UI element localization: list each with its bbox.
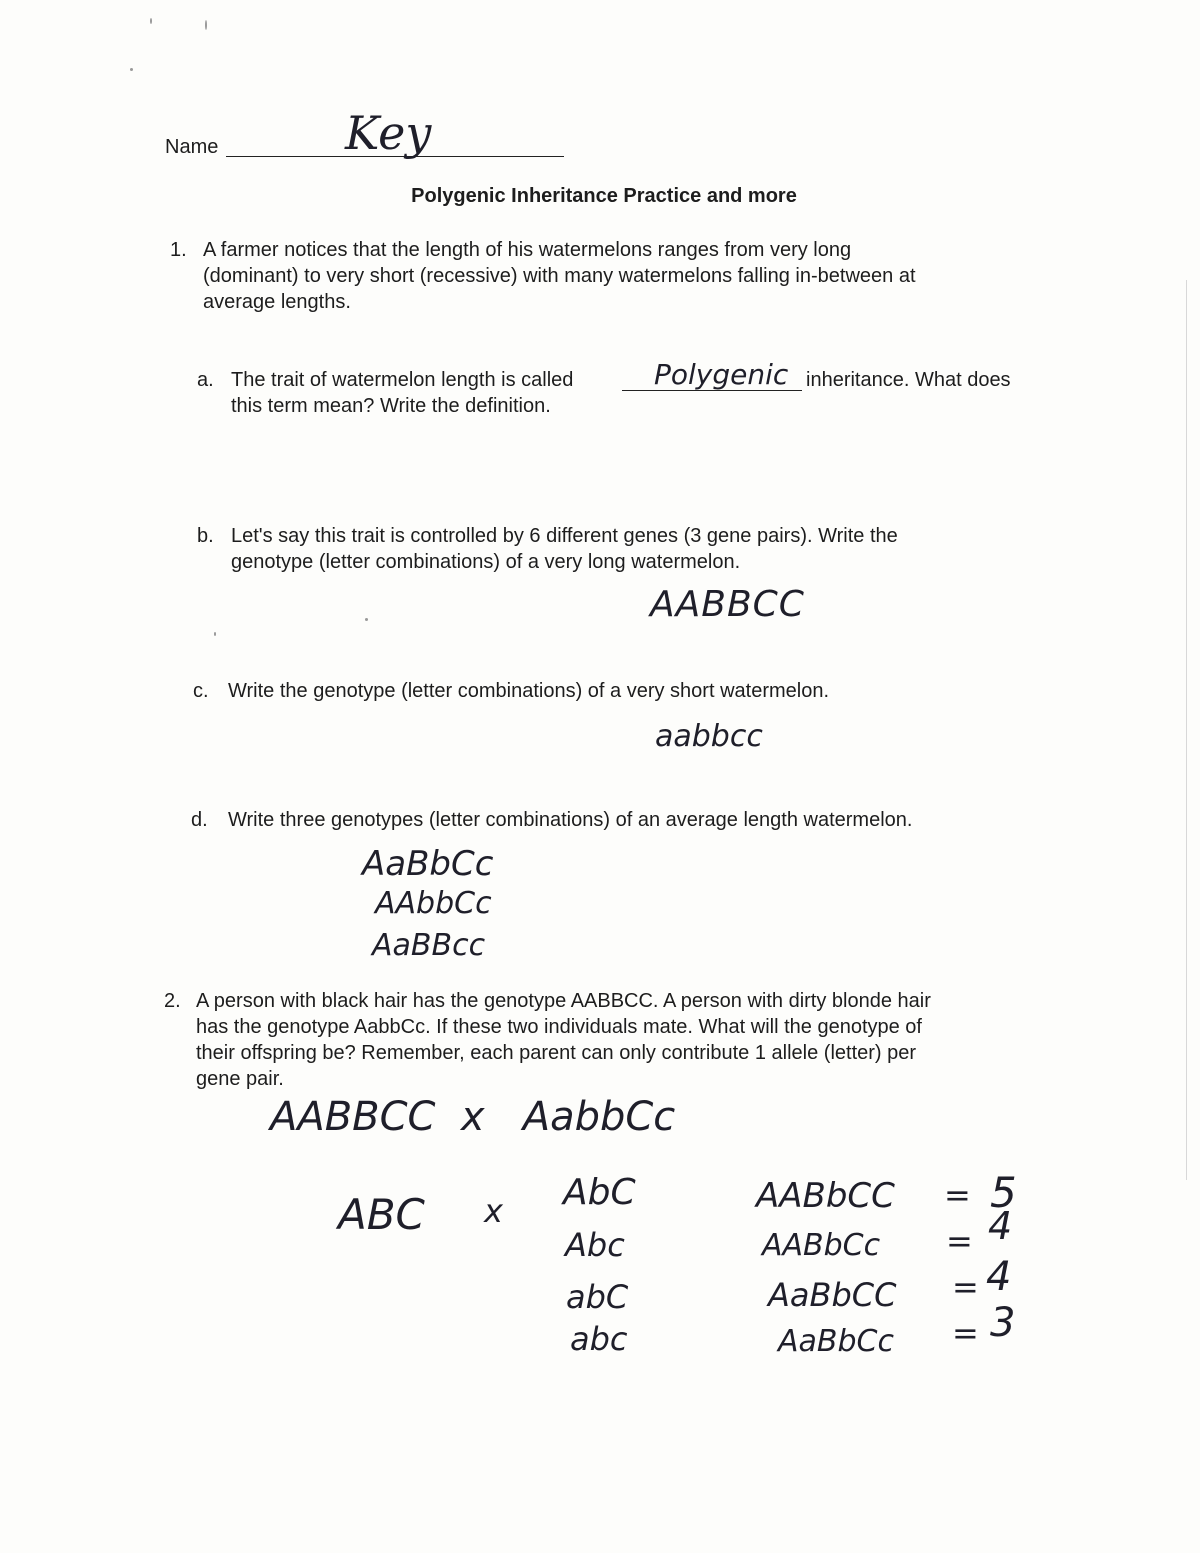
q2-offspring-genotype-2: AABbCc bbox=[762, 1228, 881, 1263]
q2-offspring-equals-3: = bbox=[952, 1268, 979, 1306]
q2-offspring-genotype-4: AaBbCc bbox=[778, 1324, 894, 1359]
q2-offspring-count-4: 3 bbox=[990, 1300, 1016, 1346]
q2-offspring-count-2: 4 bbox=[988, 1204, 1013, 1248]
q2-text-line-1: A person with black hair has the genotype AABBCC. A person with dirty blonde hair bbox=[196, 990, 931, 1012]
q2-offspring-count-1: 5 bbox=[990, 1168, 1017, 1217]
q1c-answer: aabbcc bbox=[655, 719, 763, 754]
q2-gamete-cross-symbol: x bbox=[484, 1192, 503, 1230]
q2-gamete-right-2: Abc bbox=[565, 1226, 625, 1264]
scan-speck bbox=[205, 20, 207, 30]
scan-edge-line bbox=[1186, 280, 1187, 1180]
q2-text-line-2: has the genotype AabbCc. If these two individuals mate. What will the genotype of bbox=[196, 1016, 922, 1038]
q2-offspring-equals-4: = bbox=[952, 1314, 979, 1352]
q2-offspring-equals-2: = bbox=[946, 1222, 973, 1260]
q1b-text-line-1: Let's say this trait is controlled by 6 different genes (3 gene pairs). Write the bbox=[231, 525, 898, 547]
q1d-answer-3: AaBBcc bbox=[372, 928, 486, 963]
name-value: Key bbox=[345, 106, 432, 160]
scan-speck bbox=[214, 632, 216, 636]
q1-text-line-3: average lengths. bbox=[203, 291, 351, 313]
q2-offspring-genotype-1: AABbCC bbox=[756, 1176, 895, 1216]
q1-number: 1. bbox=[170, 239, 187, 261]
q1c-text-line-1: Write the genotype (letter combinations) of a very short watermelon. bbox=[228, 680, 830, 702]
q1a-letter: a. bbox=[197, 369, 214, 391]
scan-speck bbox=[365, 618, 368, 621]
q2-number: 2. bbox=[164, 990, 181, 1012]
name-label: Name bbox=[165, 136, 219, 158]
q2-offspring-count-3: 4 bbox=[986, 1254, 1012, 1300]
q1a-answer: Polygenic bbox=[654, 358, 789, 391]
q1b-letter: b. bbox=[197, 525, 214, 547]
q2-cross: AABBCC x AabbCc bbox=[270, 1094, 676, 1140]
scan-speck bbox=[150, 18, 152, 24]
q2-gamete-right-1: AbC bbox=[563, 1172, 636, 1213]
q1b-text-line-2: genotype (letter combinations) of a very long watermelon. bbox=[231, 551, 741, 573]
q2-gamete-right-4: abc bbox=[570, 1320, 628, 1358]
q2-offspring-genotype-3: AaBbCC bbox=[768, 1276, 897, 1314]
scan-speck bbox=[130, 68, 133, 71]
q1a-text-after: inheritance. What does bbox=[806, 369, 1011, 391]
q1a-text-line-2: this term mean? Write the definition. bbox=[231, 395, 551, 417]
q1c-letter: c. bbox=[193, 680, 209, 702]
q1d-text-line-1: Write three genotypes (letter combinations) of an average length watermelon. bbox=[228, 809, 913, 831]
worksheet-title: Polygenic Inheritance Practice and more bbox=[411, 185, 797, 207]
q1d-answer-1: AaBbCc bbox=[362, 844, 494, 884]
q1a-text-before: The trait of watermelon length is called bbox=[231, 369, 574, 391]
q2-gamete-right-3: abC bbox=[566, 1278, 629, 1316]
q2-offspring-equals-1: = bbox=[944, 1176, 971, 1214]
q1-text-line-1: A farmer notices that the length of his watermelons ranges from very long bbox=[203, 239, 852, 261]
q2-gamete-left: ABC bbox=[338, 1190, 425, 1239]
q1-text-line-2: (dominant) to very short (recessive) with many watermelons falling in-between at bbox=[203, 265, 916, 287]
q1d-answer-2: AAbbCc bbox=[375, 886, 492, 921]
q1d-letter: d. bbox=[191, 809, 208, 831]
q2-text-line-4: gene pair. bbox=[196, 1068, 284, 1090]
q2-text-line-3: their offspring be? Remember, each parent can only contribute 1 allele (letter) per bbox=[196, 1042, 917, 1064]
q1b-answer: AABBCC bbox=[650, 584, 805, 625]
